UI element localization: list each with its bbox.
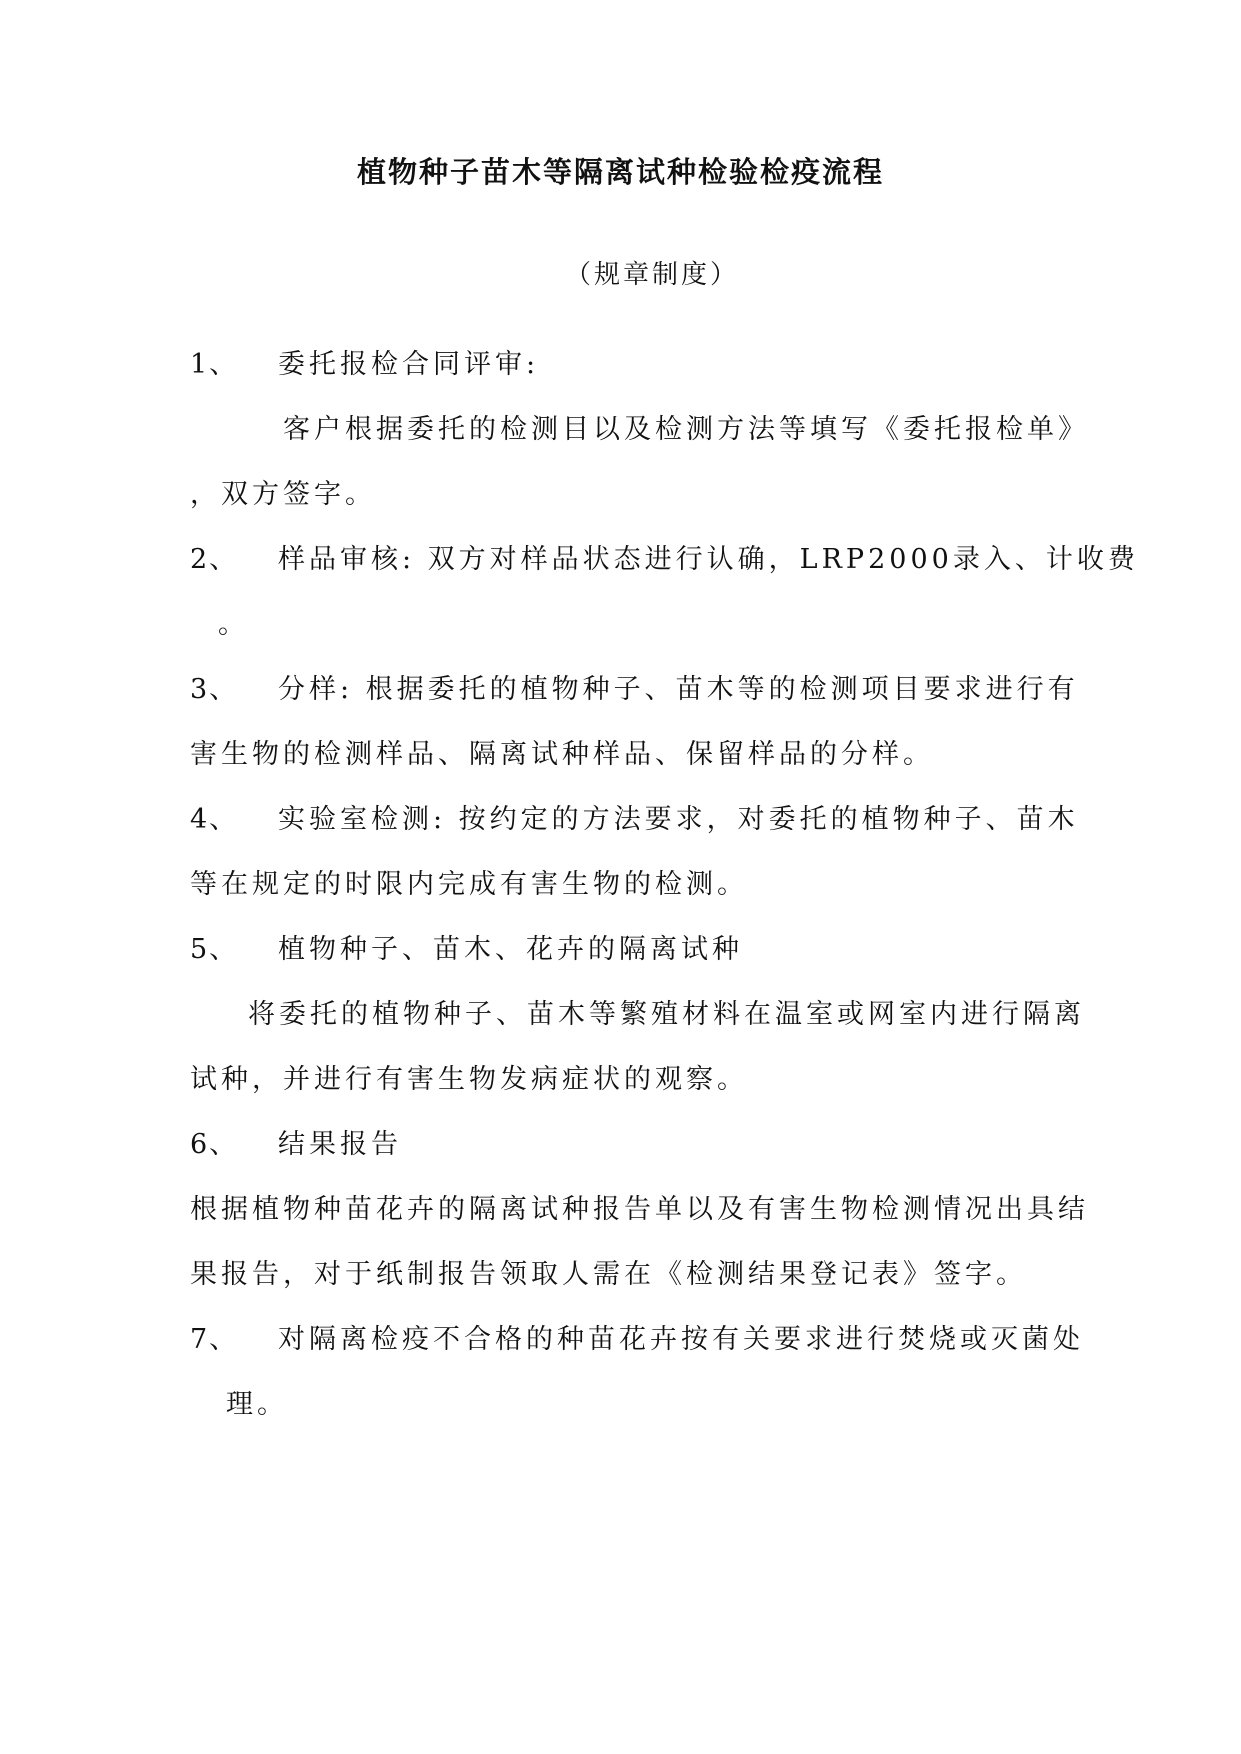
item-3-number: 3、: [190, 674, 239, 705]
item-2-heading: 样品审核: 双方对样品状态进行认确，LRP2000录入、计收费: [278, 544, 1139, 575]
item-5-body-line-2: 试种，并进行有害生物发病症状的观察。: [190, 1064, 748, 1095]
item-7-heading: 对隔离检疫不合格的种苗花卉按有关要求进行焚烧或灭菌处: [278, 1324, 1084, 1355]
item-7-body-line-1: 理。: [226, 1389, 288, 1420]
item-6-body-line-1: 根据植物种苗花卉的隔离试种报告单以及有害生物检测情况出具结: [190, 1194, 1089, 1225]
document-title: 植物种子苗木等隔离试种检验检疫流程: [356, 155, 884, 189]
item-6-body-line-2: 果报告，对于纸制报告领取人需在《检测结果登记表》签字。: [190, 1259, 1027, 1290]
item-1-body-line-2: ，双方签字。: [190, 479, 376, 510]
item-6-heading: 结果报告: [278, 1129, 402, 1160]
item-6-number: 6、: [190, 1129, 239, 1160]
item-1-body-line-1: 客户根据委托的检测目以及检测方法等填写《委托报检单》: [283, 414, 1089, 445]
item-4-body-line-1: 等在规定的时限内完成有害生物的检测。: [190, 869, 748, 900]
item-2-number: 2、: [190, 544, 239, 575]
item-7-number: 7、: [190, 1324, 239, 1355]
item-3-heading: 分样: 根据委托的植物种子、苗木等的检测项目要求进行有: [278, 674, 1079, 705]
item-1-heading: 委托报检合同评审:: [278, 349, 540, 380]
item-5-number: 5、: [190, 934, 239, 965]
item-5-body-line-1: 将委托的植物种子、苗木等繁殖材料在温室或网室内进行隔离: [248, 999, 1085, 1030]
item-4-heading: 实验室检测: 按约定的方法要求，对委托的植物种子、苗木: [278, 804, 1079, 835]
item-5-heading: 植物种子、苗木、花卉的隔离试种: [278, 934, 743, 965]
item-4-number: 4、: [190, 804, 239, 835]
item-2-body-line-1: 。: [218, 609, 249, 640]
item-1-number: 1、: [190, 349, 239, 380]
item-3-body-line-1: 害生物的检测样品、隔离试种样品、保留样品的分样。: [190, 739, 934, 770]
document-subtitle: （规章制度）: [565, 260, 740, 290]
